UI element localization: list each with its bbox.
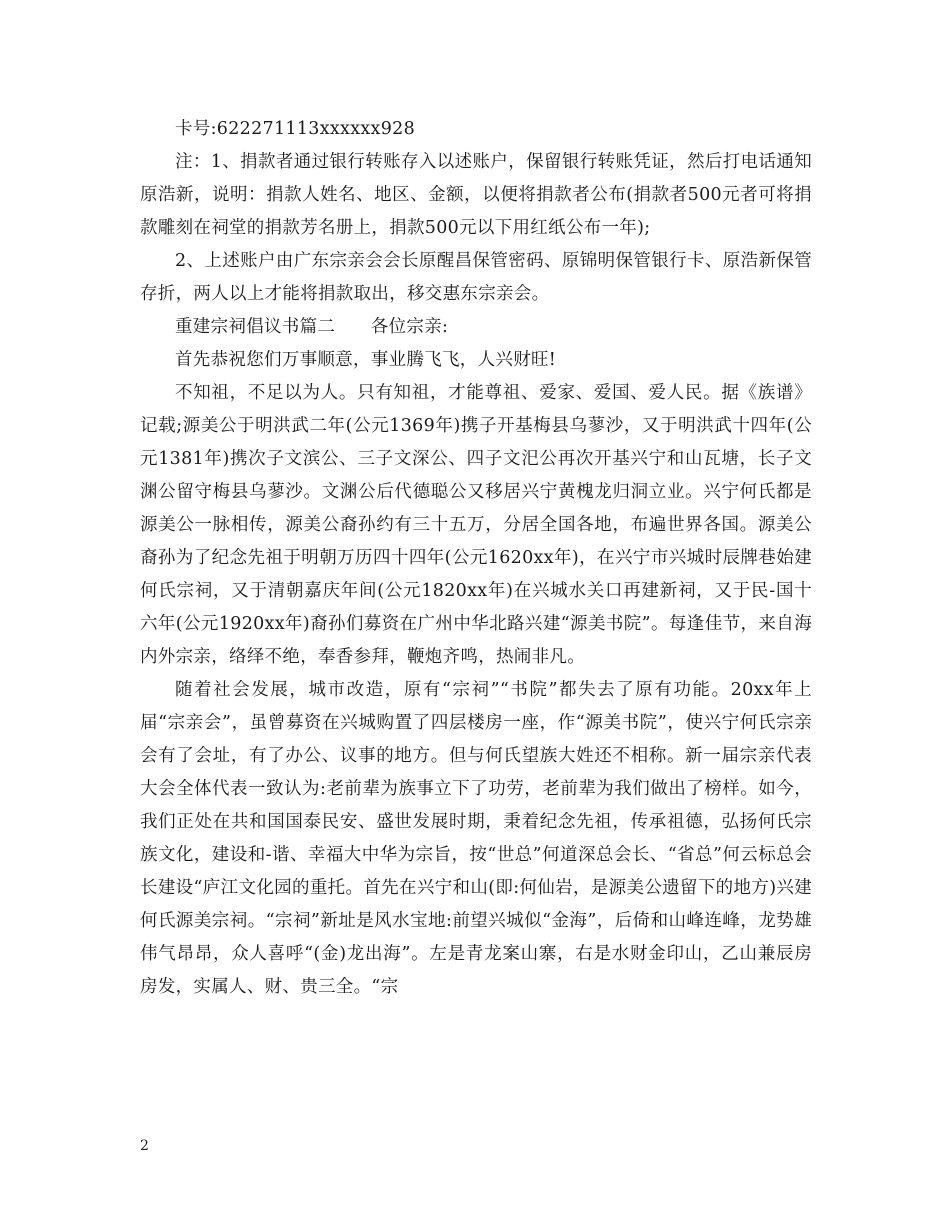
paragraph-note-1: 注：1、捐款者通过银行转账存入以述账户，保留银行转账凭证，然后打电话通知原浩新，说明：捐款人姓名、地区、金额，以便将捐款者公布(捐款者500元者可将捐款雕刻在祠堂的捐款芳名册上，捐款500元以下用红纸公布一年);: [140, 152, 812, 238]
paragraph-history: 不知祖，不足以为人。只有知祖，才能尊祖、爱家、爱国、爱人民。据《族谱》记载;源美公于明洪武二年(公元1369年)携子开基梅县乌蓼沙，又于明洪武十四年(公元1381年)携次子文滨公、三子文深公、四子文汜公再次开基兴宁和山瓦塘，长子文渊公留守梅县乌蓼沙。文渊公后代德聪公又移居兴宁黄槐龙归洞立业。兴宁何氏都是源美公一脉相传，源美公裔孙约有三十五万，分居全国各地，布遍世界各国。源美公裔孙为了纪念先祖于明朝万历四十四年(公元1620xx年)，在兴宁市兴城时辰牌巷始建何氏宗祠，又于清朝嘉庆年间(公元1820xx年)在兴城水关口再建新祠，又于民-国十六年(公元1920xx年)裔孙们募资在广州中华北路兴建“源美书院”。每逢佳节，来自海内外宗亲，络绎不绝，奉香参拜，鞭炮齐鸣，热闹非凡。: [140, 383, 812, 667]
paragraph-section-title: 重建宗祠倡议书篇二 各位宗亲:: [175, 317, 449, 337]
paragraph-note-2: 2、上述账户由广东宗亲会会长原醒昌保管密码、原锦明保管银行卡、原浩新保管存折，两人以上才能将捐款取出，移交惠东宗亲会。: [140, 251, 812, 304]
paragraph-greeting: 首先恭祝您们万事顺意，事业腾飞飞，人兴财旺!: [175, 350, 557, 370]
page-number: 2: [140, 1138, 149, 1154]
document-body: [140, 113, 812, 1004]
paragraph-development: 随着社会发展，城市改造，原有“宗祠”“书院”都失去了原有功能。20xx年上届“宗亲会”，虽曾募资在兴城购置了四层楼房一座，作“源美书院”，使兴宁何氏宗亲会有了会址，有了办公、议事的地方。但与何氏望族大姓还不相称。新一届宗亲代表大会全体代表一致认为:老前辈为族事立下了功劳，老前辈为我们做出了榜样。如今，我们正处在共和国国泰民安、盛世发展时期，秉着纪念先祖，传承祖德，弘扬何氏宗族文化，建设和-谐、幸福大中华为宗旨，按“世总”何道深总会长、“省总”何云标总会长建设“庐江文化园的重托。首先在兴宁和山(即:何仙岩，是源美公遗留下的地方)兴建何氏源美宗祠。“宗祠”新址是风水宝地:前望兴城似“金海”，后倚和山峰连峰，龙势雄伟气昂昂，众人喜呼“(金)龙出海”。左是青龙案山寨，右是水财金印山，乙山兼辰房房发，实属人、财、贵三全。“宗: [140, 680, 812, 997]
paragraph-card-number: 卡号:622271113xxxxxx928: [175, 119, 416, 139]
